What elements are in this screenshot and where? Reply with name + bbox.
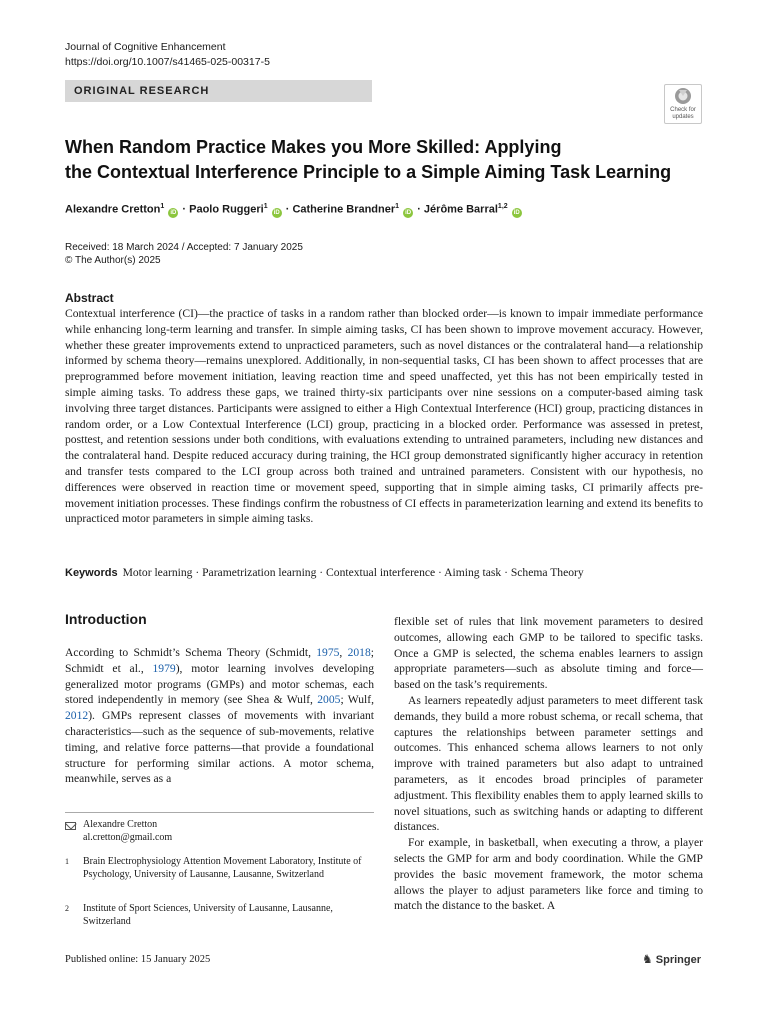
author-name[interactable]: Catherine Brandner (292, 203, 396, 216)
affiliation-1 (65, 856, 374, 896)
intro-paragraph: According to Schmidt’s Schema Theory (Schmidt, 1975, 2018; Schmidt et al., 1979), motor learning involves developing generalized motor programs (GMPs) and motor schemas, each stored independently in memory (see Shea & Wulf, 2005; Wulf, 2012). GMPs represent classes of movements with invariant characteristics—such as the sequence of sub-movements, relative timing, and relative force patterns—that provide a foundational structure for performing similar actions. A motor schema, meanwhile, serves as a (65, 646, 375, 786)
check-updates-icon (674, 87, 692, 105)
article-dates (65, 241, 303, 267)
article-title (65, 135, 705, 185)
author-separator: · (182, 203, 187, 216)
abstract-heading: Abstract (65, 291, 114, 305)
keywords-list: Motor learning · Parametrization learning · Contextual interference · Aiming task · Schema Theory (122, 566, 584, 579)
author-name[interactable]: Jérôme Barral (423, 203, 498, 216)
copyright-notice: © The Author(s) 2025 (65, 255, 161, 266)
introduction-heading: Introduction (65, 611, 147, 627)
check-for-updates-badge[interactable] (664, 84, 702, 124)
abstract-text: Contextual interference (CI)—the practice of tasks in a random rather than blocked order—is known to impair immediate performance while enhancing long-term learning and transfer. In simple aiming tasks, CI has been shown to improve movement accuracy. However, whether these greater improvements extend to unpracticed parameters, such as novel distances or the contralateral hand—a relationship informed by schema theory—remains unexplored. Additionally, in non-sequential tasks, CI has been shown to affect processes that are preprogrammed before movement initiation, leaving reaction time and speed unaffected, yet this has not been empirically tested in simple aiming tasks. To address these gaps, we trained thirty-six participants over nine sessions on a computer-based aiming task involving three target distances. Participants were assigned to either a High Contextual Interference (HCI) group, practicing distances in random order, or a Low Contextual Interference (LCI) group, practicing in a blocked order. Performance was assessed in pretest, posttest, and retention sessions under both conditions, with evaluations extending to untrained parameters, including new distances and the contralateral hand. Despite reduced accuracy during training, the HCI group demonstrated significantly higher accuracy in retention and transfer tests compared to the LCI group across both trained and untrained parameters. Consistent with our hypothesis, no differences were observed in reaction time or movement speed, supporting that in simple aiming tasks, CI primarily affects pre-movement initiation processes. These findings confirm the robustness of CI effects in parameterization learning and extend its benefits to unpracticed motor parameters in simple aiming tasks. (65, 307, 703, 526)
springer-horse-icon: ♞ (642, 952, 653, 966)
corresponding-name: Alexandre Cretton (83, 819, 158, 830)
title-line-2: the Contextual Interference Principle to a Simple Aiming Task Learning (65, 162, 672, 182)
affiliation-text: Brain Electrophysiology Attention Movement Laboratory, Institute of Psychology, University of Lausanne, Lausanne, Switzerland (83, 856, 362, 880)
intro-paragraph: As learners repeatedly adjust parameters to meet different task demands, they build a more robust schema, or recall schema, that captures the relationships between parameter settings and outcomes. This enhanced schema allows learners to not only improve with trained parameters but also adapt to untrained parameters, as it encodes broad principles of parameter adjustment. This flexibility enables them to apply learned skills to novel situations, such as switching hands or adapting to different distances. (394, 693, 703, 834)
author-separator: · (417, 203, 421, 216)
journal-header (65, 40, 270, 70)
citation-link[interactable]: 1979 (152, 661, 176, 675)
citation-link[interactable]: 2018 (347, 646, 371, 659)
orcid-icon[interactable]: iD (405, 209, 412, 216)
affiliation-text: Institute of Sport Sciences, University of Lausanne, Lausanne, Switzerland (83, 903, 333, 927)
footnote-divider (65, 812, 374, 813)
publisher-logo (642, 952, 701, 966)
author-name[interactable]: Alexandre Cretton (65, 203, 161, 216)
affiliation-mark: 1 (395, 203, 400, 210)
article-type-banner: ORIGINAL RESEARCH (65, 80, 372, 102)
journal-name: Journal of Cognitive Enhancement (65, 41, 226, 53)
keywords-label: Keywords (65, 567, 118, 579)
intro-paragraph: flexible set of rules that link movement parameters to desired outcomes, allowing each GMP to be tailored to specific tasks. Once a GMP is selected, the schema enables learners to assign appropriate parameters—such as absolute timing and force—based on the task’s requirements. (394, 615, 703, 692)
affiliation-mark: 1 (160, 203, 165, 210)
affiliation-mark: 1 (65, 857, 69, 866)
orcid-icon[interactable]: iD (273, 209, 280, 216)
mail-icon (65, 822, 76, 830)
corresponding-author (65, 819, 374, 847)
affiliation-mark: 1 (263, 203, 268, 210)
doi-link[interactable]: https://doi.org/10.1007/s41465-025-00317-5 (65, 56, 270, 68)
orcid-icon[interactable]: iD (513, 209, 520, 216)
left-column (65, 645, 374, 787)
title-line-1: When Random Practice Makes you More Skilled: Applying (65, 137, 562, 157)
publisher-name: Springer (655, 954, 701, 966)
keywords (65, 566, 584, 579)
affiliation-mark: 1,2 (497, 203, 508, 210)
affiliation-2 (65, 903, 374, 931)
author-separator: · (285, 203, 290, 216)
author-list (65, 203, 523, 218)
check-updates-label: Check for updates (670, 107, 696, 120)
right-column (394, 614, 703, 914)
corresponding-details (83, 819, 373, 844)
author-name[interactable]: Paolo Ruggeri (189, 203, 264, 216)
intro-paragraph: For example, in basketball, when executing a throw, a player selects the GMP for arm and body coordination. While the GMP provides the basic movement framework, the motor schema allows the player to adjust parameters like force and timing to match the distance to the basket. A (394, 836, 703, 913)
affiliation-mark: 2 (65, 904, 69, 913)
citation-link[interactable]: 2005 (317, 693, 341, 707)
published-date: Published online: 15 January 2025 (65, 954, 211, 965)
citation-link[interactable]: 1975 (316, 646, 340, 659)
citation-link[interactable]: 2012 (65, 709, 89, 723)
orcid-icon[interactable]: iD (170, 209, 177, 216)
received-accepted-dates: Received: 18 March 2024 / Accepted: 7 January 2025 (65, 242, 303, 253)
corresponding-email[interactable]: al.cretton@gmail.com (83, 831, 173, 843)
